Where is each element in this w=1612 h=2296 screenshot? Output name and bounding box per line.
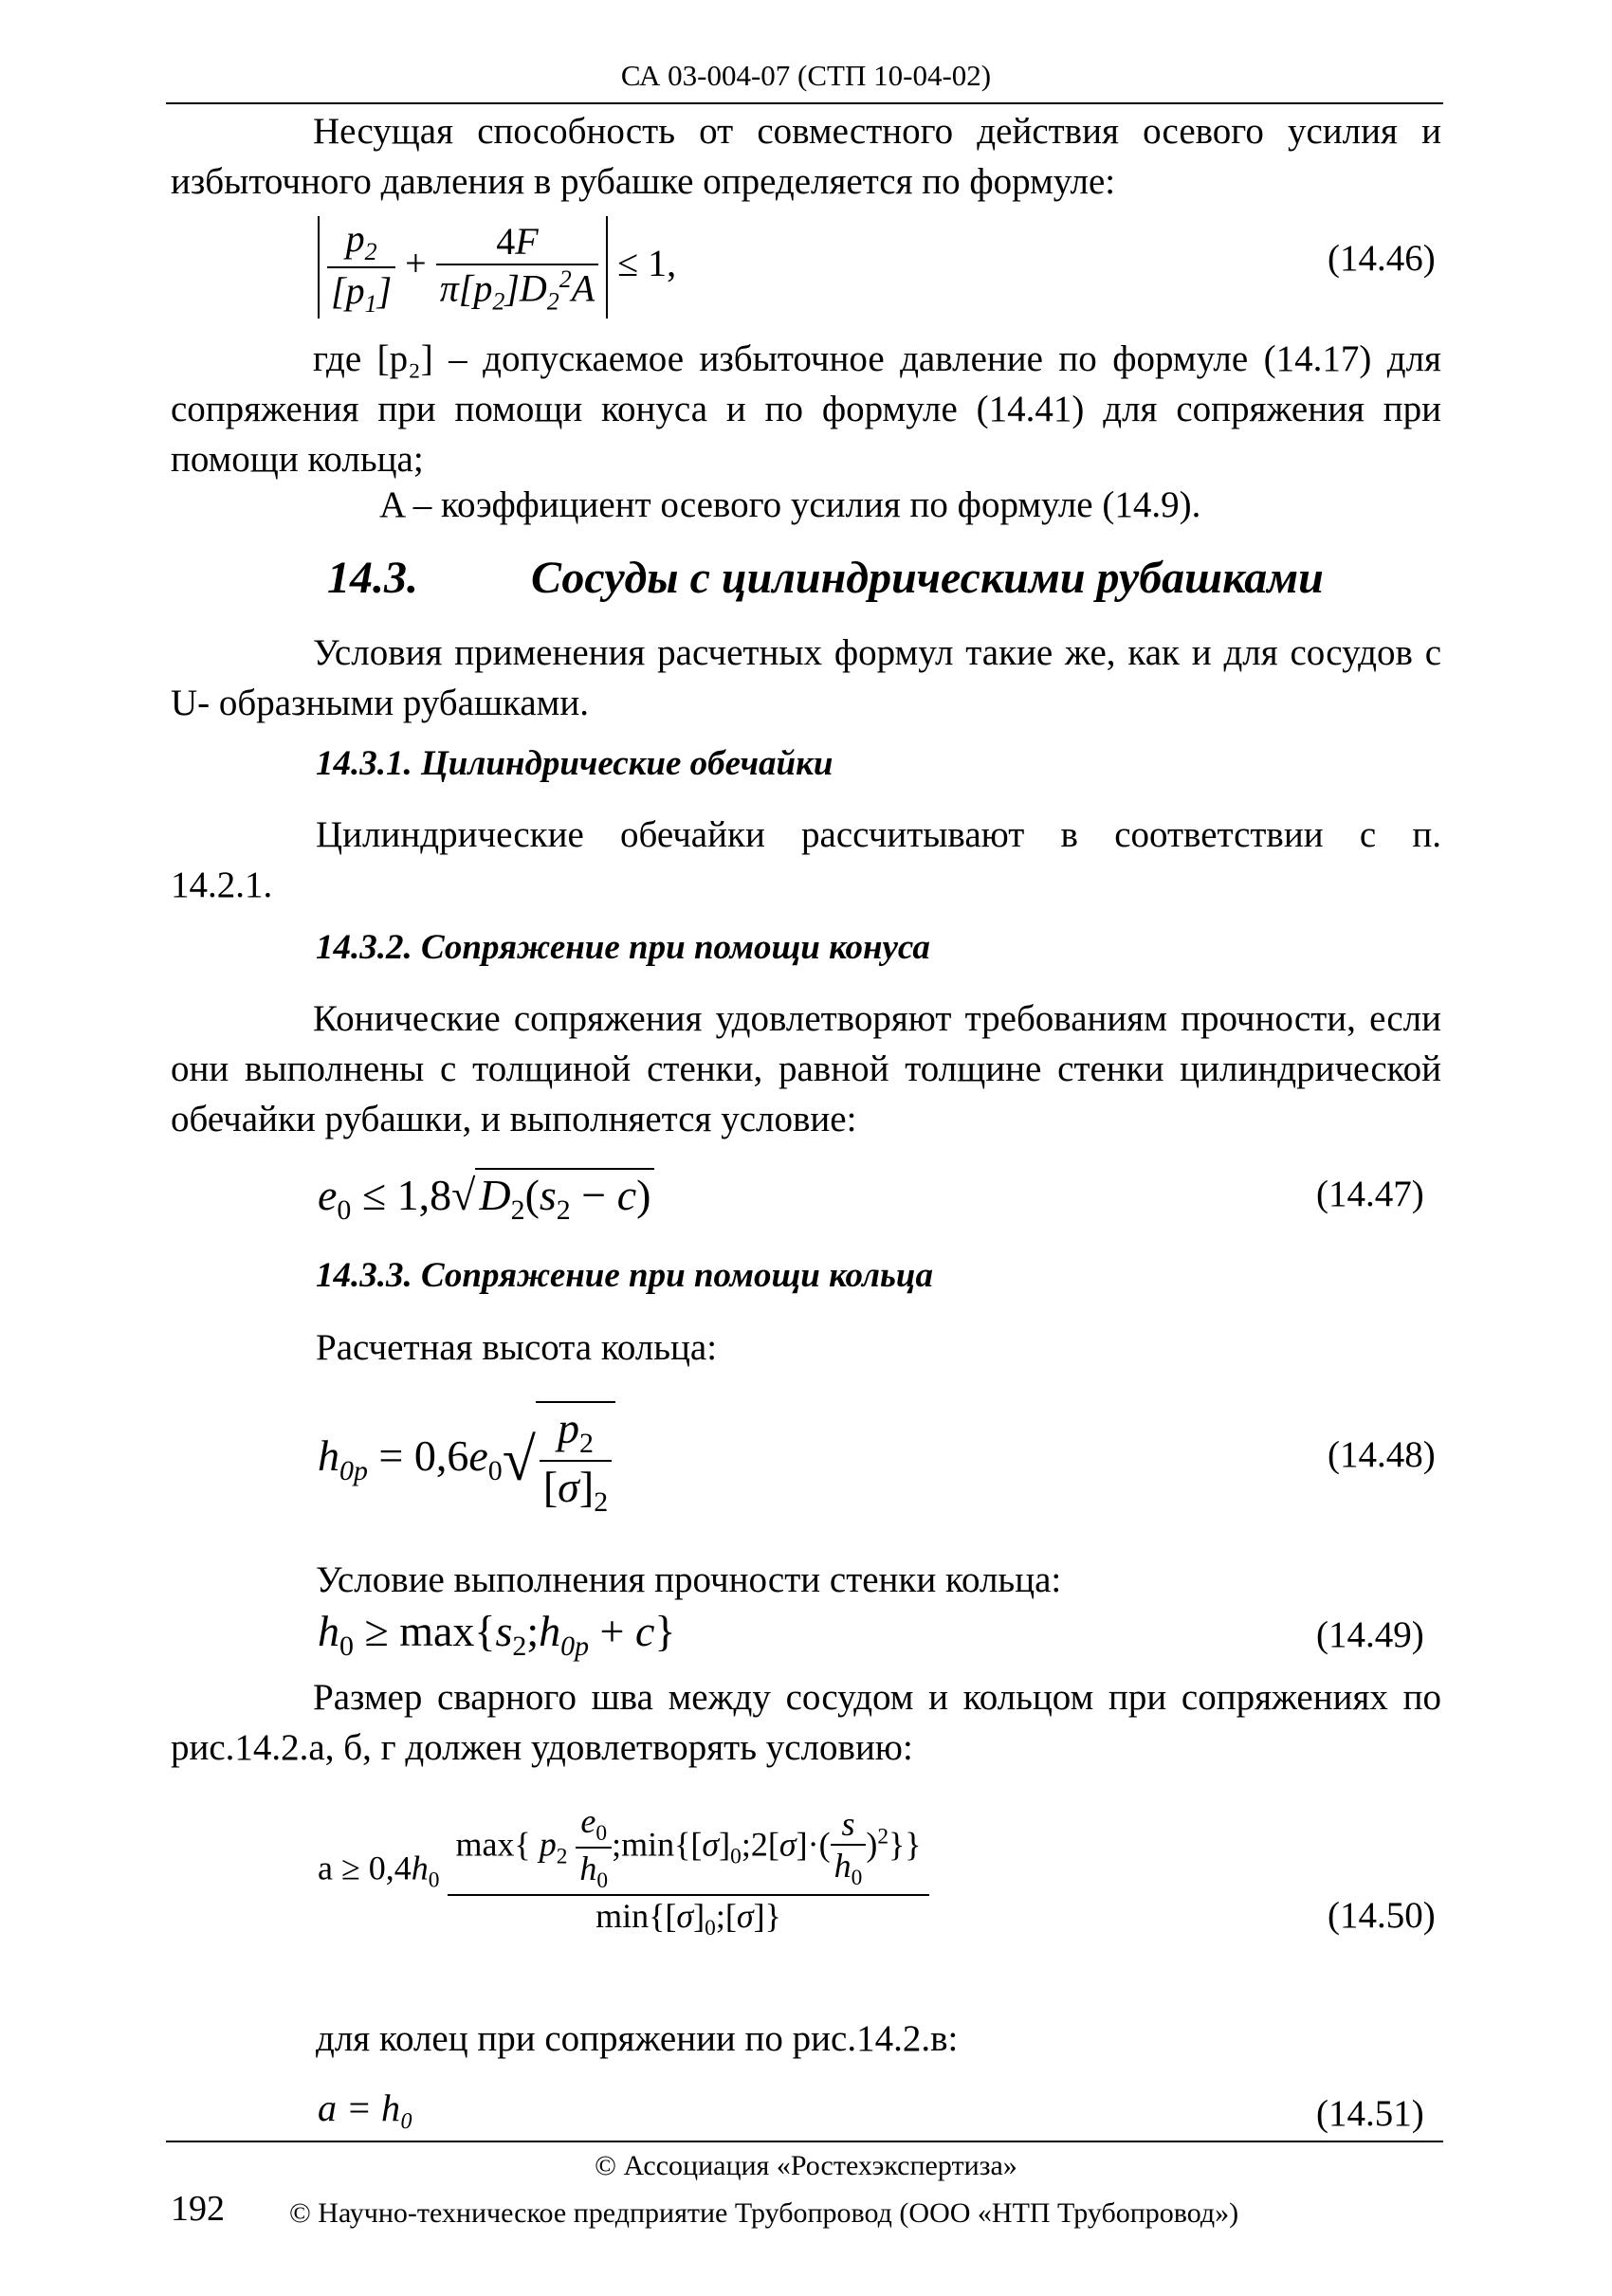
standard-code: СА 03-004-07 (СТП 10-04-02) <box>620 59 992 92</box>
page-header <box>0 59 1612 93</box>
section-paragraph: Условия применения расчетных формул такие же, как и для сосудов с U- образными рубашками. <box>171 632 1441 723</box>
rings-label: для колец при сопряжении по рис.14.2.в: <box>316 2018 959 2059</box>
formula-14-48: $h_{0p} = 0,6e_0√$ $\frac{p_2}{[\sigma]_2}$ <box>318 1401 615 1519</box>
subsection-14-3-2-paragraph: Конические сопряжения удовлетворяют требованиям прочности, если они выполнены с толщиной стенки, равной толщине стенки цилиндрической обечайки рубашки, и выполняется условие: <box>171 998 1441 1139</box>
formula-14-50: $a \ge 0,4h_0$ max{ $p_2$ $\frac{e_0}{h_0}$ $;\min\{[\sigma]_0;2[\sigma]\cdot$( $\frac{s}{h_0}$ )$^2$}} $\min\{[\sigma]_0;[\sigma]\}$ <box>318 1801 929 1942</box>
footer-rule <box>166 2141 1443 2142</box>
weld-size-paragraph: Размер сварного шва между сосудом и кольцом при сопряжениях по рис.14.2.а, б, г должен удовлетворять условию: <box>171 1677 1441 1768</box>
equation-number-14-49: (14.49) <box>1316 1614 1424 1655</box>
ring-height-label: Расчетная высота кольца: <box>316 1327 718 1368</box>
formula-14-51: a = h₀ <box>318 2086 413 2129</box>
section-number: 14.3. <box>327 553 418 603</box>
formula-14-49: $h_0$ ≥ $\max\{s_2;h_{0p} + c\}$ <box>318 1607 676 1663</box>
formula-14-46: $\frac{p_2}{[p_1]}$ + $\frac{4F}{\pi[p_2]D_2^2A}$ ≤ 1, <box>318 216 676 319</box>
formula-14-47: $e_0 \le 1,8√D_2(s_2 - c)$ <box>318 1168 654 1227</box>
formula-14-50-lhs: a ≥ 0,4 <box>318 1849 412 1887</box>
subsection-14-3-2-title: 14.3.2. Сопряжение при помощи конуса <box>316 928 930 967</box>
equation-number-14-51: (14.51) <box>1316 2093 1424 2134</box>
formula-14-47-coef: ≤ 1,8 <box>361 1171 452 1219</box>
subsection-14-3-1-line1: Цилиндрические обечайки рассчитывают в соответствии с п. <box>316 814 1441 855</box>
formula-14-49-max: max <box>399 1607 475 1655</box>
section-title: Сосуды с цилиндрическими рубашками <box>531 553 1324 603</box>
intro-paragraph: Несущая способность от совместного действия осевого усилия и избыточного давления в рубашке определяется по формуле: <box>171 111 1441 202</box>
subsection-14-3-3-title: 14.3.3. Сопряжение при помощи кольца <box>316 1256 934 1295</box>
equation-number-14-47: (14.47) <box>1316 1174 1424 1214</box>
ring-strength-label: Условие выполнения прочности стенки кольца: <box>316 1559 1062 1600</box>
formula-14-48-coef: = 0,6 <box>378 1430 469 1480</box>
page-number: 192 <box>171 2189 225 2229</box>
footer-copyright-2: © Научно-техническое предприятие Трубопровод (ООО «НТП Трубопровод») <box>289 2197 1239 2229</box>
formula-14-46-rhs: ≤ 1, <box>617 242 677 285</box>
footer-copyright-1: © Ассоциация «Ростехэкспертиза» <box>595 2150 1017 2181</box>
subsection-14-3-1-title: 14.3.1. Цилиндрические обечайки <box>316 744 833 783</box>
subsection-14-3-1-line2: 14.2.1. <box>171 865 273 905</box>
equation-number-14-48: (14.48) <box>1328 1434 1436 1475</box>
equation-number-14-50: (14.50) <box>1328 1895 1436 1936</box>
where-paragraph: где [p₂] – допускаемое избыточное давление по формуле (14.17) для сопряжения при помощи конуса и по формуле (14.41) для сопряжения при помощи кольца; <box>171 338 1441 480</box>
header-rule <box>166 102 1443 104</box>
where-coefficient-a: A – коэффициент осевого усилия по формуле (14.9). <box>379 484 1201 525</box>
equation-number-14-46: (14.46) <box>1328 238 1436 279</box>
